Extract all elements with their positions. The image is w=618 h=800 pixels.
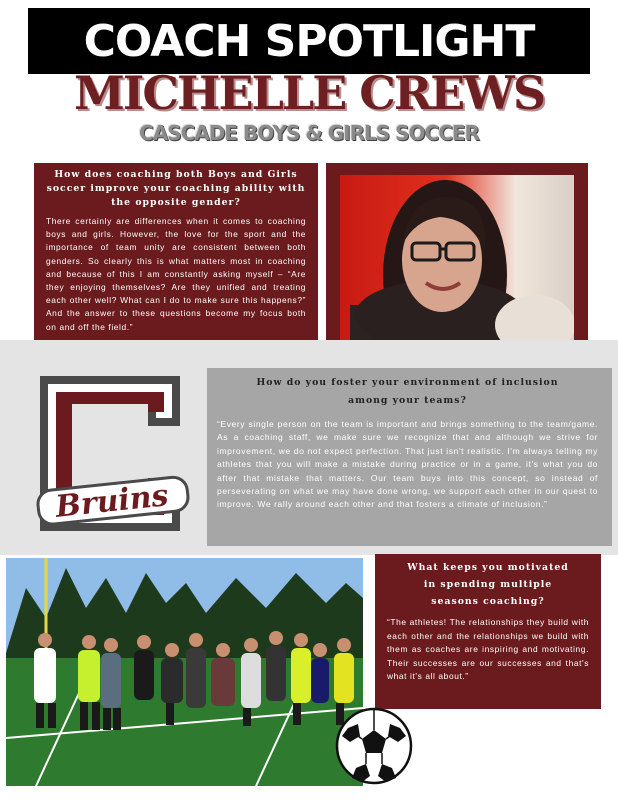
team-photo [6,558,363,786]
bruins-logo [30,366,190,541]
question-3: What keeps you motivated in spending multiple seasons coaching? [407,562,569,607]
team-name: CASCADE BOYS & GIRLS SOCCER [139,121,479,145]
answer-2: “Every single person on the team is important and brings something to the team/game. As a coaching staff, we make sure we recognize that and although we strive for improvement, we do not expect perfection. That just isn't realistic. I'm always telling my athletes that you will make a mistake during practice or in a game, it's what you do after that mistake that matters. Our team buys into this concept, so instead of perseverating on what we may have done wrong, we support each other in our quest to improve. We rally around each other and that fosters a climate of inclusion.” [217,419,598,510]
answer-3: “The athletes! The relationships they build with each other and the relationships we build with them as coaches are inspiring and motivating. Their successes are our successes and that's what it's all about.” [387,617,589,682]
coach-photo [340,175,574,345]
question-1: How does coaching both Boys and Girls soccer improve your coaching ability with the opposite gender? [46,169,306,208]
coach-photo-frame [326,163,588,358]
answer-1: There certainly are differences when it comes to coaching boys and girls. However, the love for the sport and the importance of team unity are consistent between both genders. So clearly this is what matters most in coaching and because of this I am constantly asking myself – “Are they enjoying themselves? Are they unified and treating each other well? What can I do to make sure this happens?” And the answer to these questions become my focus both on and off the field.” [46,216,306,332]
soccer-ball-icon [334,706,414,786]
qa-box-3 [375,554,601,709]
banner-title: COACH SPOTLIGHT [83,15,535,67]
qa-box-1 [34,163,318,358]
logo-script: Bruins [53,478,171,525]
question-2: How do you foster your environment of inclusion among your teams? [256,377,559,406]
qa-box-2 [207,368,612,546]
coach-name: MICHELLE CREWS [73,66,545,120]
spotlight-banner [28,8,590,74]
